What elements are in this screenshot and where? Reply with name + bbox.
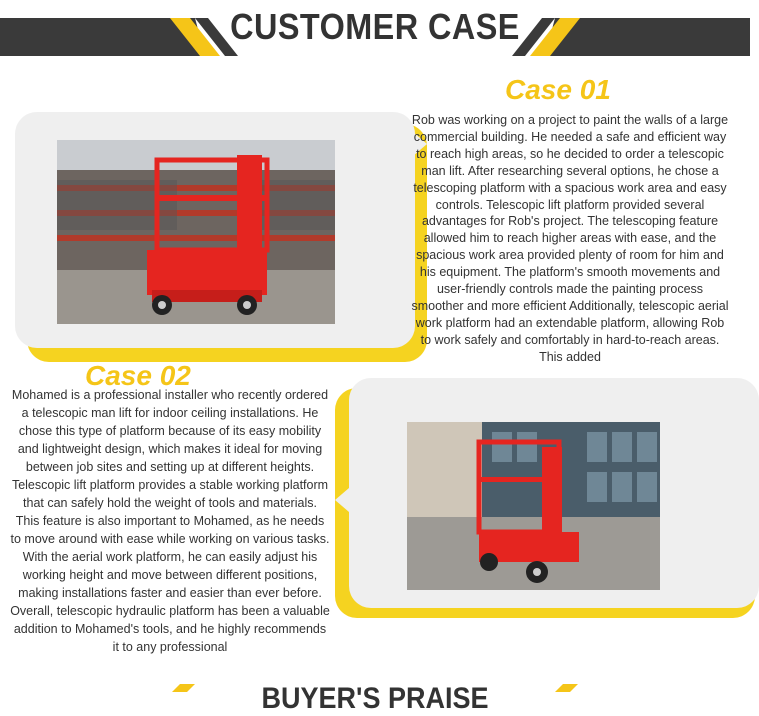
section-header-banner [0, 0, 750, 60]
case2-title: Case 02 [85, 360, 191, 391]
case1-text: Rob was working on a project to paint the walls of a large commercial building. He needed a safe and efficient way to reach high areas, so he decided to order a telescopic man lift. After researching several options, he chose a telescoping platform with a spacious work area and easy controls. Telescopic lift platform provided several advantages for Rob's project. The telescoping feature allowed him to reach higher areas with ease, and the spacious work area provided plenty of room for him and his equipment. The platform's smooth movements and user-friendly controls made the painting process smoother and more efficient Additionally, telescopic aerial work platform had an extendable platform, allowing Rob to work safely and comfortably in hard-to-reach areas. This added [411, 113, 729, 364]
next-section-banner [0, 676, 750, 715]
page-title: CUSTOMER CASE [230, 6, 520, 47]
case2-text: Mohamed is a professional installer who recently ordered a telescopic man lift for indoor ceiling installations. He chose this type of platform because of its easy mobility and lightweight design, which makes it ideal for moving between job sites and setting up at different heights. Telescopic lift platform provides a stable working platform that can safely hold the weight of tools and materials. This feature is also important to Mohamed, as he needs to move around with ease while working on various tasks. With the aerial work platform, he can easily adjust his working height and move between different positions, making installations faster and easier than ever before. Overall, telescopic hydraulic platform has been a valuable addition to Mohamed's tools, and he highly recommends it to any professional [10, 388, 330, 654]
case2-photo [407, 422, 660, 590]
section-title: BUYER'S PRAISE [261, 682, 489, 715]
case1-title: Case 01 [505, 74, 611, 105]
card-pointer [335, 488, 349, 512]
case1-photo [57, 140, 335, 324]
